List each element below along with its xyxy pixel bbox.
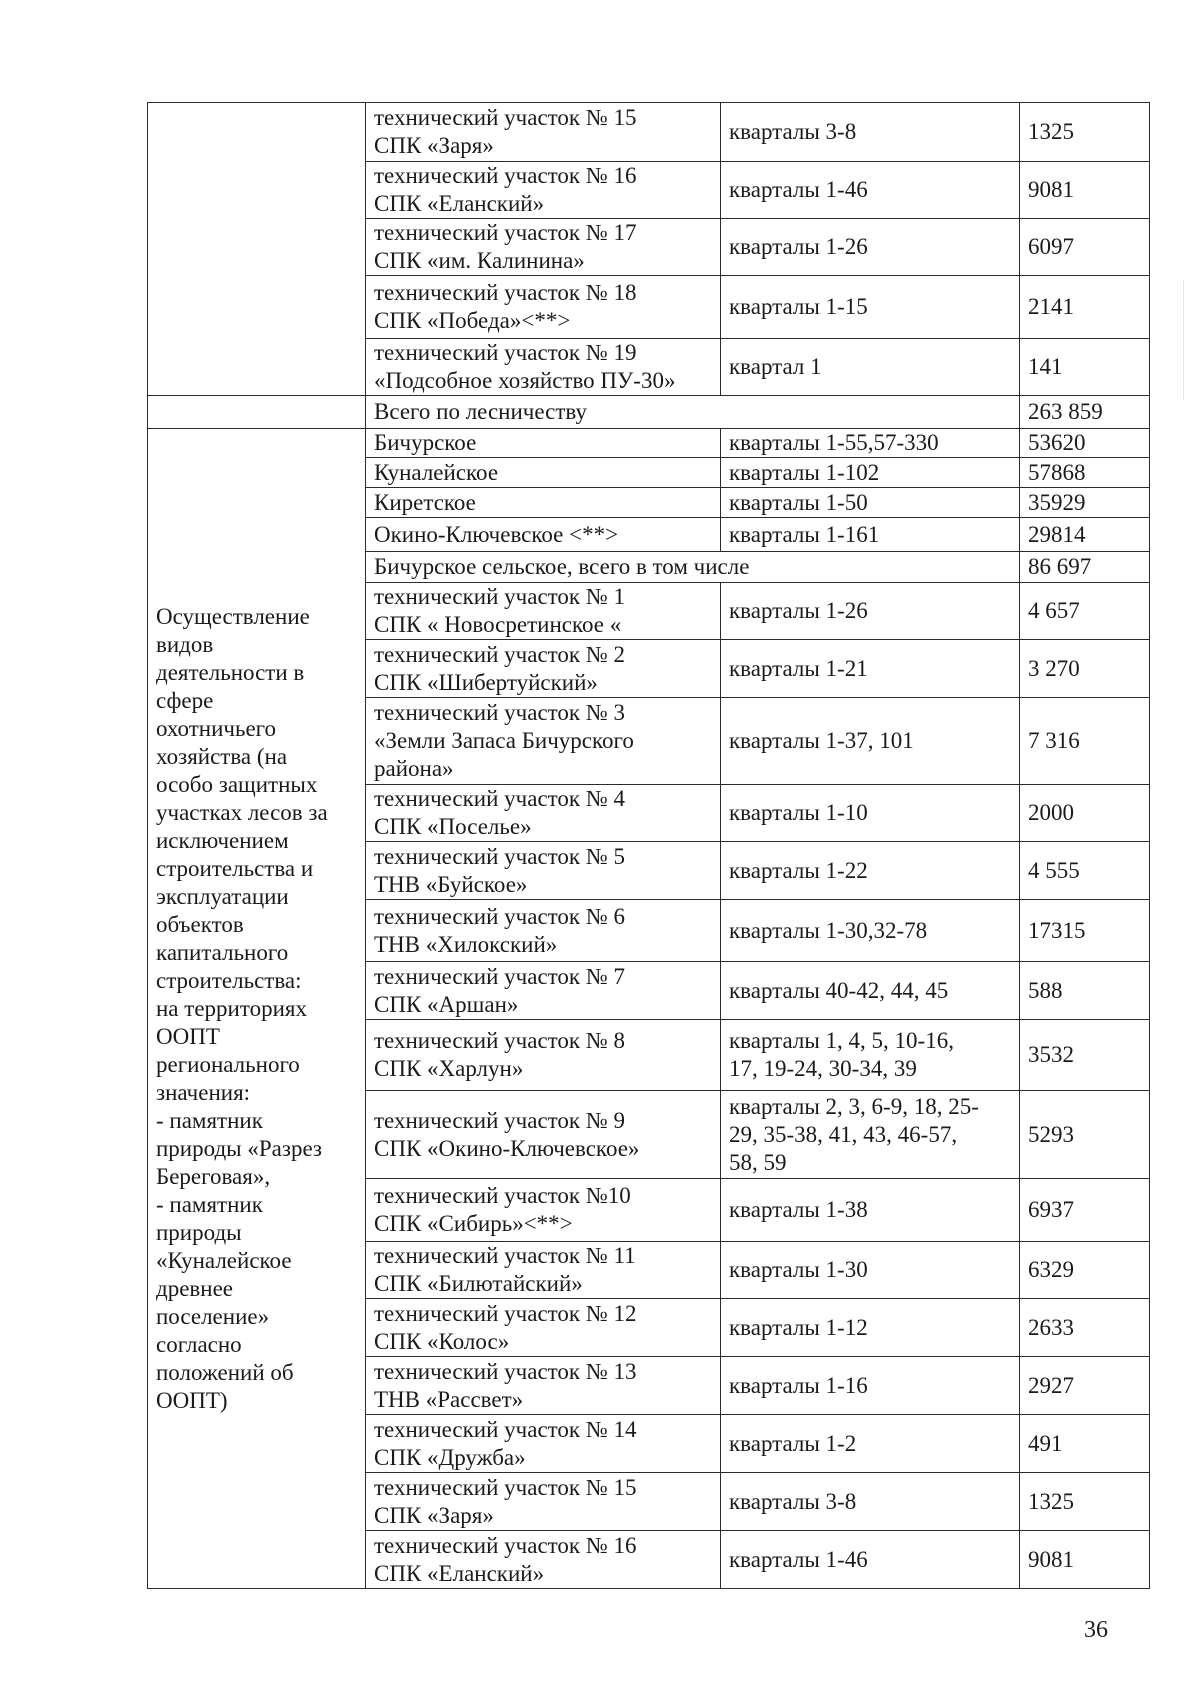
quarters-cell: кварталы 1-22 bbox=[721, 842, 1020, 900]
area-cell: 6937 bbox=[1020, 1179, 1150, 1242]
plot-cell: технический участок № 7 СПК «Аршан» bbox=[366, 962, 721, 1020]
area-cell: 7 316 bbox=[1020, 698, 1150, 785]
quarters-cell: кварталы 2, 3, 6-9, 18, 25- 29, 35-38, 41, 43, 46-57, 58, 59 bbox=[721, 1091, 1020, 1179]
quarters-cell: кварталы 1-55,57-330 bbox=[721, 429, 1020, 458]
quarters-cell: кварталы 1-46 bbox=[721, 1531, 1020, 1589]
area-cell: 2141 bbox=[1020, 276, 1150, 339]
area-cell: 2927 bbox=[1020, 1357, 1150, 1415]
page-number: 36 bbox=[1084, 1617, 1108, 1643]
activity-description: Осуществление видов деятельности в сфере охотничьего хозяйства (на особо защитных участках лесов за исключением строительства и эксплуатации объектов капитального строительства: на территориях ООПТ регионального значения: - памятник природы «Разрез Береговая», - памятник природы «Куналейское древнее поселение» согласно положений об ООПТ) bbox=[148, 429, 366, 1589]
forestry-name: Бичурское bbox=[366, 429, 721, 458]
plot-cell: технический участок № 16 СПК «Еланский» bbox=[366, 162, 721, 219]
quarters-cell: кварталы 1-30 bbox=[721, 1242, 1020, 1299]
quarters-cell: кварталы 1-38 bbox=[721, 1179, 1020, 1242]
quarters-cell: кварталы 1-37, 101 bbox=[721, 698, 1020, 785]
subtotal-label: Бичурское сельское, всего в том числе bbox=[366, 552, 1020, 583]
area-cell: 17315 bbox=[1020, 900, 1150, 962]
plot-cell: технический участок № 2 СПК «Шибертуйский» bbox=[366, 640, 721, 698]
plot-cell: технический участок № 13 ТНВ «Рассвет» bbox=[366, 1357, 721, 1415]
plot-cell: технический участок № 14 СПК «Дружба» bbox=[366, 1415, 721, 1473]
quarters-cell: кварталы 1-50 bbox=[721, 488, 1020, 518]
subtotal-area: 86 697 bbox=[1020, 552, 1150, 583]
quarters-cell: кварталы 1, 4, 5, 10-16, 17, 19-24, 30-34, 39 bbox=[721, 1020, 1020, 1091]
plot-cell: технический участок №10 СПК «Сибирь»<**> bbox=[366, 1179, 721, 1242]
scan-edge-mark bbox=[1183, 280, 1184, 400]
quarters-cell: кварталы 1-46 bbox=[721, 162, 1020, 219]
table-row bbox=[148, 429, 1150, 458]
plot-cell: технический участок № 19 «Подсобное хозяйство ПУ-30» bbox=[366, 339, 721, 396]
area-cell: 141 bbox=[1020, 339, 1150, 396]
plot-cell: технический участок № 4 СПК «Поселье» bbox=[366, 785, 721, 842]
forestry-name: Киретское bbox=[366, 488, 721, 518]
total-area: 263 859 bbox=[1020, 396, 1150, 429]
empty-cell bbox=[148, 396, 366, 429]
quarters-cell: кварталы 1-30,32-78 bbox=[721, 900, 1020, 962]
quarters-cell: кварталы 1-10 bbox=[721, 785, 1020, 842]
area-cell: 4 657 bbox=[1020, 583, 1150, 640]
quarters-cell: кварталы 3-8 bbox=[721, 1473, 1020, 1531]
area-cell: 2633 bbox=[1020, 1299, 1150, 1357]
area-cell: 1325 bbox=[1020, 103, 1150, 162]
area-cell: 588 bbox=[1020, 962, 1150, 1020]
quarters-cell: кварталы 3-8 bbox=[721, 103, 1020, 162]
area-cell: 1325 bbox=[1020, 1473, 1150, 1531]
table-row bbox=[148, 103, 1150, 162]
area-cell: 3532 bbox=[1020, 1020, 1150, 1091]
area-cell: 6097 bbox=[1020, 219, 1150, 276]
total-row bbox=[148, 396, 1150, 429]
area-cell: 2000 bbox=[1020, 785, 1150, 842]
quarters-cell: кварталы 1-21 bbox=[721, 640, 1020, 698]
quarters-cell: кварталы 1-161 bbox=[721, 518, 1020, 552]
area-cell: 5293 bbox=[1020, 1091, 1150, 1179]
forestry-name: Куналейское bbox=[366, 458, 721, 488]
quarters-cell: кварталы 1-16 bbox=[721, 1357, 1020, 1415]
plot-cell: технический участок № 5 ТНВ «Буйское» bbox=[366, 842, 721, 900]
quarters-cell: кварталы 1-12 bbox=[721, 1299, 1020, 1357]
quarters-cell: кварталы 1-26 bbox=[721, 219, 1020, 276]
plot-cell: технический участок № 15 СПК «Заря» bbox=[366, 1473, 721, 1531]
quarters-cell: кварталы 40-42, 44, 45 bbox=[721, 962, 1020, 1020]
area-cell: 491 bbox=[1020, 1415, 1150, 1473]
area-cell: 53620 bbox=[1020, 429, 1150, 458]
plot-cell: технический участок № 3 «Земли Запаса Бичурского района» bbox=[366, 698, 721, 785]
quarters-cell: кварталы 1-2 bbox=[721, 1415, 1020, 1473]
plot-cell: технический участок № 1 СПК « Новосретинское « bbox=[366, 583, 721, 640]
area-cell: 57868 bbox=[1020, 458, 1150, 488]
plot-cell: технический участок № 15 СПК «Заря» bbox=[366, 103, 721, 162]
plot-cell: технический участок № 17 СПК «им. Калинина» bbox=[366, 219, 721, 276]
area-cell: 9081 bbox=[1020, 162, 1150, 219]
area-cell: 6329 bbox=[1020, 1242, 1150, 1299]
quarters-cell: кварталы 1-15 bbox=[721, 276, 1020, 339]
plot-cell: технический участок № 9 СПК «Окино-Ключевское» bbox=[366, 1091, 721, 1179]
quarters-cell: кварталы 1-102 bbox=[721, 458, 1020, 488]
activity-cell-empty bbox=[148, 103, 366, 396]
area-cell: 3 270 bbox=[1020, 640, 1150, 698]
plot-cell: технический участок № 12 СПК «Колос» bbox=[366, 1299, 721, 1357]
area-cell: 29814 bbox=[1020, 518, 1150, 552]
area-cell: 9081 bbox=[1020, 1531, 1150, 1589]
area-cell: 35929 bbox=[1020, 488, 1150, 518]
quarters-cell: кварталы 1-26 bbox=[721, 583, 1020, 640]
plot-cell: технический участок № 18 СПК «Победа»<**> bbox=[366, 276, 721, 339]
plot-cell: технический участок № 6 ТНВ «Хилокский» bbox=[366, 900, 721, 962]
forestry-table bbox=[147, 102, 1150, 1589]
forestry-name: Окино-Ключевское <**> bbox=[366, 518, 721, 552]
plot-cell: технический участок № 8 СПК «Харлун» bbox=[366, 1020, 721, 1091]
total-label: Всего по лесничеству bbox=[366, 396, 1020, 429]
plot-cell: технический участок № 11 СПК «Билютайский» bbox=[366, 1242, 721, 1299]
quarters-cell: квартал 1 bbox=[721, 339, 1020, 396]
area-cell: 4 555 bbox=[1020, 842, 1150, 900]
plot-cell: технический участок № 16 СПК «Еланский» bbox=[366, 1531, 721, 1589]
